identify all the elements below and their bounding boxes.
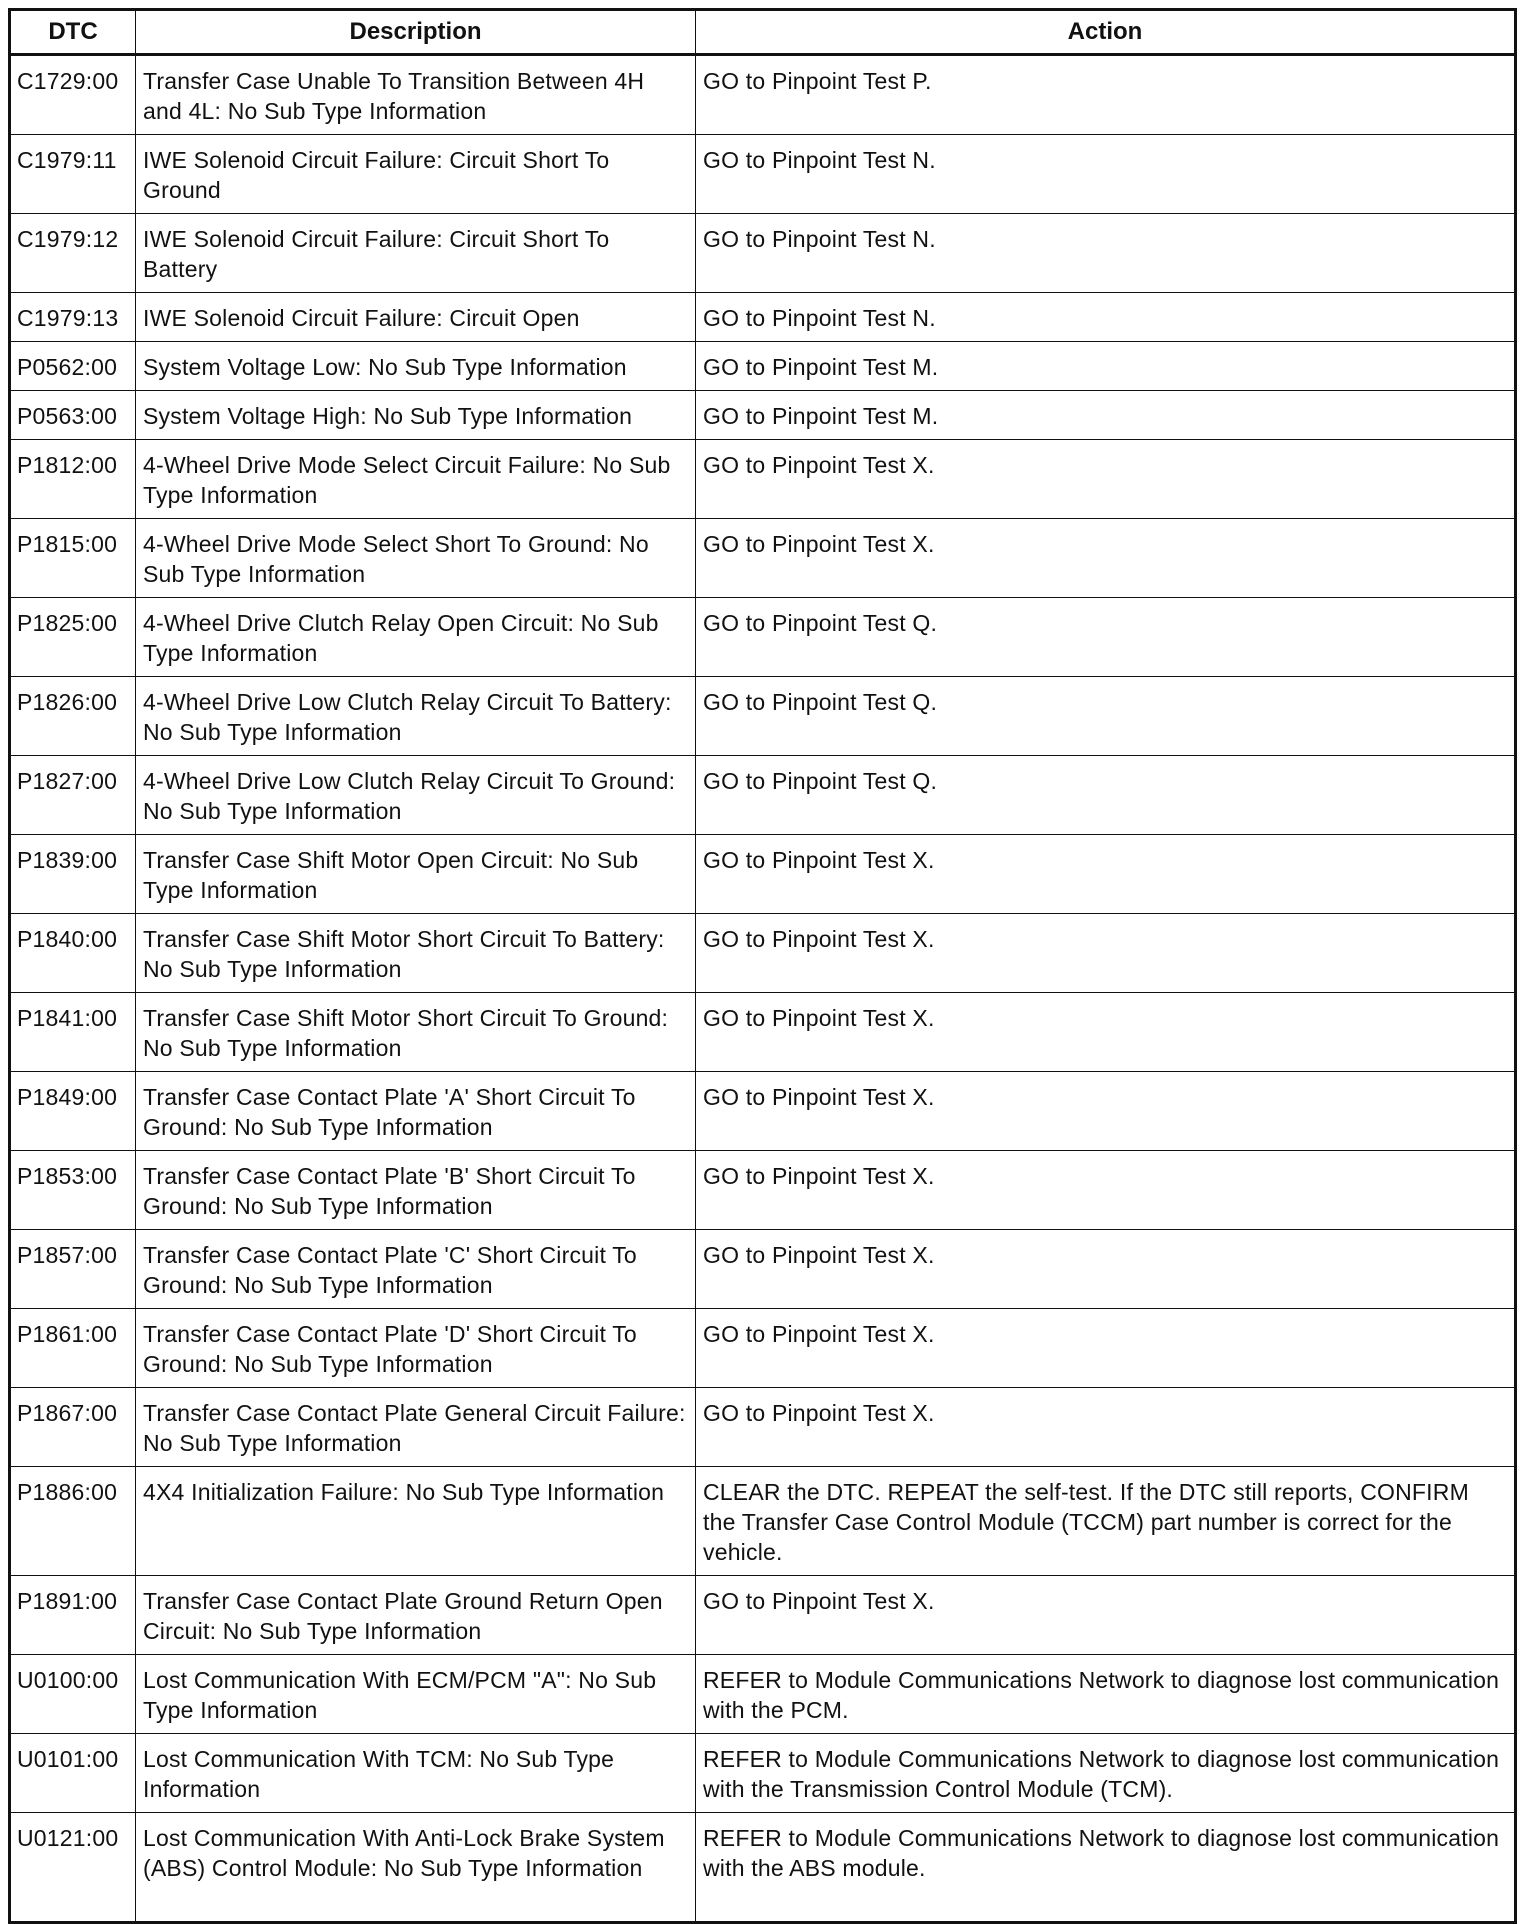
dtc-cell: P0562:00 (10, 342, 136, 391)
dtc-cell: P1861:00 (10, 1309, 136, 1388)
action-cell: GO to Pinpoint Test Q. (696, 677, 1516, 756)
dtc-cell: C1979:11 (10, 135, 136, 214)
action-cell: GO to Pinpoint Test X. (696, 1151, 1516, 1230)
dtc-cell: P1891:00 (10, 1576, 136, 1655)
description-cell: 4-Wheel Drive Low Clutch Relay Circuit To Ground: No Sub Type Information (136, 756, 696, 835)
action-cell: GO to Pinpoint Test M. (696, 391, 1516, 440)
description-cell: Transfer Case Shift Motor Open Circuit: No Sub Type Information (136, 835, 696, 914)
table-row (10, 519, 1516, 598)
description-cell: Transfer Case Contact Plate General Circuit Failure: No Sub Type Information (136, 1388, 696, 1467)
action-cell: GO to Pinpoint Test X. (696, 1388, 1516, 1467)
header-dtc: DTC (10, 10, 136, 55)
table-row (10, 598, 1516, 677)
dtc-cell: P1853:00 (10, 1151, 136, 1230)
dtc-cell: P1812:00 (10, 440, 136, 519)
description-cell: Transfer Case Contact Plate 'B' Short Circuit To Ground: No Sub Type Information (136, 1151, 696, 1230)
table-row (10, 914, 1516, 993)
description-cell: Lost Communication With TCM: No Sub Type Information (136, 1734, 696, 1813)
table-row (10, 1467, 1516, 1576)
description-cell: Transfer Case Contact Plate 'C' Short Circuit To Ground: No Sub Type Information (136, 1230, 696, 1309)
dtc-cell: P1815:00 (10, 519, 136, 598)
dtc-cell: P1867:00 (10, 1388, 136, 1467)
dtc-cell: P1826:00 (10, 677, 136, 756)
dtc-cell: U0121:00 (10, 1813, 136, 1923)
description-cell: IWE Solenoid Circuit Failure: Circuit Open (136, 293, 696, 342)
action-cell: REFER to Module Communications Network to diagnose lost communication with the Transmission Control Module (TCM). (696, 1734, 1516, 1813)
table-row (10, 1388, 1516, 1467)
table-row (10, 1151, 1516, 1230)
table-row (10, 835, 1516, 914)
description-cell: 4-Wheel Drive Mode Select Short To Ground: No Sub Type Information (136, 519, 696, 598)
description-cell: Transfer Case Contact Plate Ground Return Open Circuit: No Sub Type Information (136, 1576, 696, 1655)
dtc-cell: P1849:00 (10, 1072, 136, 1151)
dtc-cell: C1979:12 (10, 214, 136, 293)
table-row (10, 756, 1516, 835)
action-cell: CLEAR the DTC. REPEAT the self-test. If the DTC still reports, CONFIRM the Transfer Case Control Module (TCCM) part number is correct for the vehicle. (696, 1467, 1516, 1576)
action-cell: GO to Pinpoint Test N. (696, 214, 1516, 293)
action-cell: GO to Pinpoint Test M. (696, 342, 1516, 391)
action-cell: GO to Pinpoint Test X. (696, 835, 1516, 914)
table-row (10, 1309, 1516, 1388)
dtc-cell: C1979:13 (10, 293, 136, 342)
action-cell: REFER to Module Communications Network to diagnose lost communication with the ABS module. (696, 1813, 1516, 1923)
table-row (10, 1655, 1516, 1734)
description-cell: 4-Wheel Drive Low Clutch Relay Circuit To Battery: No Sub Type Information (136, 677, 696, 756)
table-row (10, 1072, 1516, 1151)
table-row (10, 391, 1516, 440)
description-cell: 4-Wheel Drive Mode Select Circuit Failure: No Sub Type Information (136, 440, 696, 519)
description-cell: 4X4 Initialization Failure: No Sub Type Information (136, 1467, 696, 1576)
table-row (10, 677, 1516, 756)
action-cell: GO to Pinpoint Test X. (696, 519, 1516, 598)
dtc-cell: P1839:00 (10, 835, 136, 914)
table-row (10, 1734, 1516, 1813)
table-row (10, 1813, 1516, 1923)
dtc-cell: C1729:00 (10, 55, 136, 135)
table-row (10, 135, 1516, 214)
action-cell: GO to Pinpoint Test Q. (696, 756, 1516, 835)
action-cell: GO to Pinpoint Test X. (696, 914, 1516, 993)
table-row (10, 993, 1516, 1072)
action-cell: REFER to Module Communications Network to diagnose lost communication with the PCM. (696, 1655, 1516, 1734)
table-row (10, 440, 1516, 519)
table-row (10, 1230, 1516, 1309)
description-cell: Transfer Case Shift Motor Short Circuit To Battery: No Sub Type Information (136, 914, 696, 993)
description-cell: Transfer Case Shift Motor Short Circuit To Ground: No Sub Type Information (136, 993, 696, 1072)
description-cell: System Voltage High: No Sub Type Information (136, 391, 696, 440)
action-cell: GO to Pinpoint Test N. (696, 135, 1516, 214)
dtc-table-container (8, 8, 1514, 1924)
description-cell: Lost Communication With ECM/PCM "A": No Sub Type Information (136, 1655, 696, 1734)
description-cell: 4-Wheel Drive Clutch Relay Open Circuit: No Sub Type Information (136, 598, 696, 677)
table-row (10, 55, 1516, 135)
dtc-cell: U0101:00 (10, 1734, 136, 1813)
description-cell: Transfer Case Contact Plate 'D' Short Circuit To Ground: No Sub Type Information (136, 1309, 696, 1388)
dtc-cell: P1841:00 (10, 993, 136, 1072)
table-row (10, 293, 1516, 342)
header-action: Action (696, 10, 1516, 55)
table-row (10, 342, 1516, 391)
action-cell: GO to Pinpoint Test X. (696, 1072, 1516, 1151)
dtc-cell: P1886:00 (10, 1467, 136, 1576)
dtc-cell: P0563:00 (10, 391, 136, 440)
description-cell: Lost Communication With Anti-Lock Brake System (ABS) Control Module: No Sub Type Information (136, 1813, 696, 1923)
description-cell: IWE Solenoid Circuit Failure: Circuit Short To Ground (136, 135, 696, 214)
table-header-row (10, 10, 1516, 55)
action-cell: GO to Pinpoint Test Q. (696, 598, 1516, 677)
action-cell: GO to Pinpoint Test N. (696, 293, 1516, 342)
action-cell: GO to Pinpoint Test X. (696, 1309, 1516, 1388)
action-cell: GO to Pinpoint Test X. (696, 993, 1516, 1072)
description-cell: Transfer Case Contact Plate 'A' Short Circuit To Ground: No Sub Type Information (136, 1072, 696, 1151)
table-row (10, 214, 1516, 293)
header-description: Description (136, 10, 696, 55)
description-cell: System Voltage Low: No Sub Type Information (136, 342, 696, 391)
dtc-cell: U0100:00 (10, 1655, 136, 1734)
description-cell: IWE Solenoid Circuit Failure: Circuit Short To Battery (136, 214, 696, 293)
action-cell: GO to Pinpoint Test X. (696, 1576, 1516, 1655)
action-cell: GO to Pinpoint Test P. (696, 55, 1516, 135)
dtc-table (8, 8, 1517, 1924)
dtc-cell: P1840:00 (10, 914, 136, 993)
description-cell: Transfer Case Unable To Transition Between 4H and 4L: No Sub Type Information (136, 55, 696, 135)
dtc-cell: P1825:00 (10, 598, 136, 677)
dtc-cell: P1857:00 (10, 1230, 136, 1309)
action-cell: GO to Pinpoint Test X. (696, 440, 1516, 519)
table-row (10, 1576, 1516, 1655)
action-cell: GO to Pinpoint Test X. (696, 1230, 1516, 1309)
dtc-cell: P1827:00 (10, 756, 136, 835)
